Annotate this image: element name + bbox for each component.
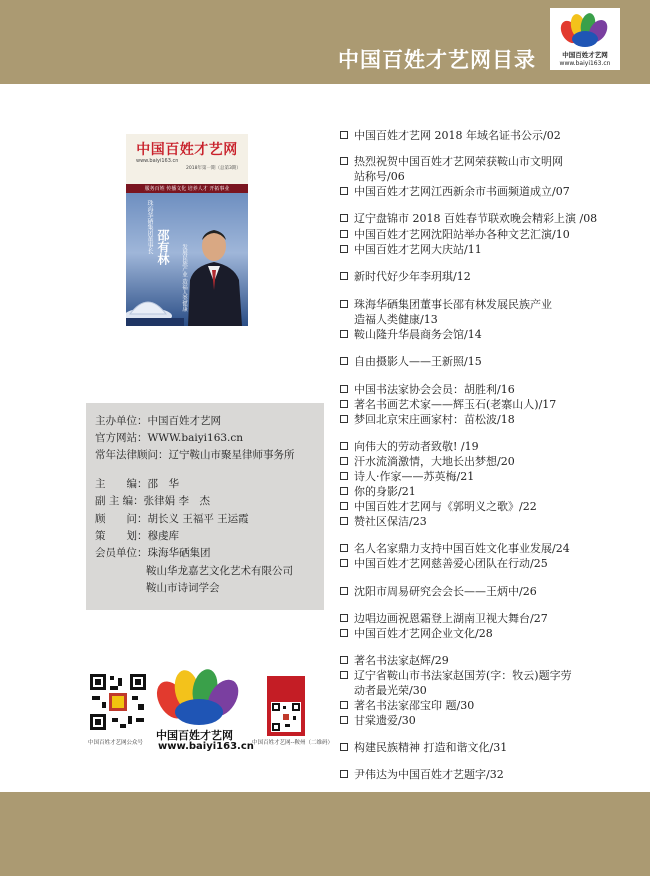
checkbox-icon (340, 457, 348, 465)
toc-item-label: 热烈祝贺中国百姓才艺网荣获鞍山市文明网 (354, 155, 563, 168)
checkbox-icon (340, 157, 348, 165)
logo-name: 中国百姓才艺网 (562, 51, 608, 59)
checkbox-icon (340, 442, 348, 450)
portrait-illustration (184, 222, 244, 326)
checkbox-icon (340, 272, 348, 280)
toc-item[interactable] (340, 328, 482, 342)
checkbox-icon (340, 671, 348, 679)
magazine-cover (126, 134, 248, 326)
toc-item[interactable] (340, 585, 537, 599)
checkbox-icon (340, 701, 348, 709)
checkbox-icon (340, 544, 348, 552)
checkbox-icon (340, 559, 348, 567)
checkbox-icon (340, 716, 348, 724)
toc-item[interactable] (340, 440, 479, 454)
footer-band (0, 792, 650, 876)
cover-slogan: 服务百姓 传播文化 培养人才 开拓事业 (144, 186, 230, 192)
toc-item-label: 著名书法家赵辉/29 (354, 654, 449, 667)
page-title: 中国百姓才艺网目录 (338, 48, 536, 72)
cover-title: 中国百姓才艺网 (136, 142, 238, 158)
cover-url: www.baiyi163.cn (136, 158, 179, 164)
toc-item-label: 中国百姓才艺网江西新余市书画频道成立/07 (354, 185, 570, 198)
toc-item-label: 中国书法家协会会员：胡胜利/16 (354, 383, 515, 396)
toc-item-label: 中国百姓才艺网沈阳站举办各种文艺汇演/10 (354, 228, 570, 241)
toc-item-label: 构建民族精神 打造和谐文化/31 (354, 741, 508, 754)
toc-item[interactable] (340, 470, 474, 484)
info-line: 主办单位：中国百姓才艺网 (95, 415, 221, 427)
toc-item[interactable] (340, 243, 482, 257)
toc-item-label: 诗人·作家——苏英梅/21 (354, 470, 475, 483)
checkbox-icon (340, 385, 348, 393)
info-line: 顾 问：胡长义 王福平 王运霞 (95, 513, 249, 525)
checkbox-icon (340, 245, 348, 253)
toc-item-label: 辽宁省鞍山市书法家赵国芳(字：牧云)题字劳 (354, 669, 572, 682)
toc-item[interactable] (340, 270, 471, 284)
toc-item[interactable] (340, 298, 552, 312)
info-line: 策 划：穆虔库 (95, 530, 179, 542)
checkbox-icon (340, 131, 348, 139)
toc-item[interactable] (340, 228, 570, 242)
toc-item-label: 自由摄影人——王新照/15 (354, 355, 482, 368)
toc-item[interactable] (340, 398, 556, 412)
toc-item[interactable] (340, 185, 570, 199)
cover-motto: 发展民族产业 造福人类健康 (181, 244, 187, 312)
toc-item[interactable] (340, 557, 548, 571)
toc-item-label: 辽宁盘锦市 2018 百姓春节联欢晚会精彩上演 /08 (354, 212, 598, 225)
toc-item-label: 中国百姓才艺网大庆站/11 (354, 243, 482, 256)
checkbox-icon (340, 770, 348, 778)
toc-item[interactable] (340, 355, 482, 369)
cover-issue: 2018年第一期（总第3期） (186, 166, 241, 171)
toc-item-label: 尹伟达为中国百姓才艺题字/32 (354, 768, 504, 781)
toc-item-label: 梦回北京宋庄画家村：苗松波/18 (354, 413, 515, 426)
toc-item[interactable] (340, 515, 427, 529)
toc-item[interactable] (340, 542, 570, 556)
toc-item-label: 鞍山隆升华晨商务会馆/14 (354, 328, 482, 341)
cover-caption: 珠海华硒集团董事长 (146, 200, 153, 254)
flower-logo-icon (152, 668, 248, 728)
toc-item-label: 向伟大的劳动者致敬! /19 (354, 440, 479, 453)
info-line: 会员单位：珠海华硒集团 (95, 547, 211, 559)
logo-url: www.baiyi163.cn (158, 741, 254, 752)
toc-item-label: 汗水流淌激情，大地长出梦想/20 (354, 455, 515, 468)
site-logo (550, 8, 620, 70)
checkbox-icon (340, 614, 348, 622)
toc-item-label: 赞社区保洁/23 (354, 515, 427, 528)
info-line: 副 主 编：张律娟 李 杰 (95, 495, 211, 507)
checkbox-icon (340, 517, 348, 525)
toc-item-continuation: 动者最光荣/30 (354, 684, 427, 697)
logo-url: www.baiyi163.cn (559, 60, 611, 67)
toc-item[interactable] (340, 612, 548, 626)
qr-caption: 中国百姓才艺网公众号 (88, 740, 144, 746)
checkbox-icon (340, 357, 348, 365)
toc-item-label: 名人名家鼎力支持中国百姓文化事业发展/24 (354, 542, 570, 555)
checkbox-icon (340, 214, 348, 222)
qr-caption: 中国百姓才艺网--鞍州（二维码） (252, 740, 333, 746)
toc-item-continuation: 造福人类健康/13 (354, 313, 438, 326)
red-card-qr (267, 676, 305, 736)
toc-item-label: 中国百姓才艺网与《郭明义之歌》/22 (354, 500, 537, 513)
checkbox-icon (340, 187, 348, 195)
checkbox-icon (340, 400, 348, 408)
toc-item-label: 著名书画艺术家——辉玉石(老寨山人)/17 (354, 398, 557, 411)
toc-item-label: 著名书法家邵宝印 题/30 (354, 699, 475, 712)
toc-item[interactable] (340, 500, 537, 514)
checkbox-icon (340, 415, 348, 423)
checkbox-icon (340, 487, 348, 495)
checkbox-icon (340, 587, 348, 595)
toc-item[interactable] (340, 413, 515, 427)
toc-item[interactable] (340, 741, 507, 755)
toc-item[interactable] (340, 383, 515, 397)
checkbox-icon (340, 743, 348, 751)
checkbox-icon (340, 330, 348, 338)
info-line: 鞍山市诗词学会 (146, 582, 220, 594)
toc-item-continuation: 站称号/06 (354, 170, 405, 183)
header-band (0, 0, 650, 84)
toc-item[interactable] (340, 455, 515, 469)
checkbox-icon (340, 656, 348, 664)
toc-item[interactable] (340, 212, 597, 226)
flower-logo-icon (558, 12, 612, 50)
info-line: 主 编：邵 华 (95, 478, 179, 490)
logo-name: 中国百姓才艺网 (156, 729, 233, 742)
toc-item[interactable] (340, 768, 504, 782)
toc-item-label: 沈阳市周易研究会会长——王炳中/26 (354, 585, 537, 598)
toc-item-label: 你的身影/21 (354, 485, 416, 498)
qr-code-icon (88, 672, 148, 732)
cover-person-name: 邵有林 (156, 229, 170, 265)
toc-item[interactable] (340, 669, 572, 683)
checkbox-icon (340, 230, 348, 238)
toc-item-label: 中国百姓才艺网企业文化/28 (354, 627, 493, 640)
toc-item[interactable] (340, 654, 449, 668)
toc-item[interactable] (340, 485, 416, 499)
checkbox-icon (340, 300, 348, 308)
masthead-info-box (86, 403, 324, 610)
info-line: 官方网站：WWW.baiyi163.cn (95, 432, 244, 444)
toc-item-label: 中国百姓才艺网慈善爱心团队在行动/25 (354, 557, 548, 570)
toc-item[interactable] (340, 699, 474, 713)
toc-item[interactable] (340, 627, 493, 641)
checkbox-icon (340, 502, 348, 510)
checkbox-icon (340, 472, 348, 480)
toc-item-label: 中国百姓才艺网 2018 年域名证书公示/02 (354, 129, 561, 142)
toc-item-label: 边唱边画祝恩霜登上湖南卫视大舞台/27 (354, 612, 548, 625)
toc-item[interactable] (340, 714, 416, 728)
info-line: 常年法律顾问：辽宁鞍山市聚星律师事务所 (95, 449, 295, 461)
info-line: 鞍山华龙嘉艺文化艺术有限公司 (146, 565, 293, 577)
toc-item[interactable] (340, 129, 561, 143)
toc-item-label: 甘棠遗爱/30 (354, 714, 416, 727)
toc-item-label: 珠海华硒集团董事长邵有林发展民族产业 (354, 298, 552, 311)
checkbox-icon (340, 629, 348, 637)
toc-item-label: 新时代好少年李玥琪/12 (354, 270, 471, 283)
qr-code-icon (271, 702, 301, 732)
toc-item[interactable] (340, 155, 563, 169)
